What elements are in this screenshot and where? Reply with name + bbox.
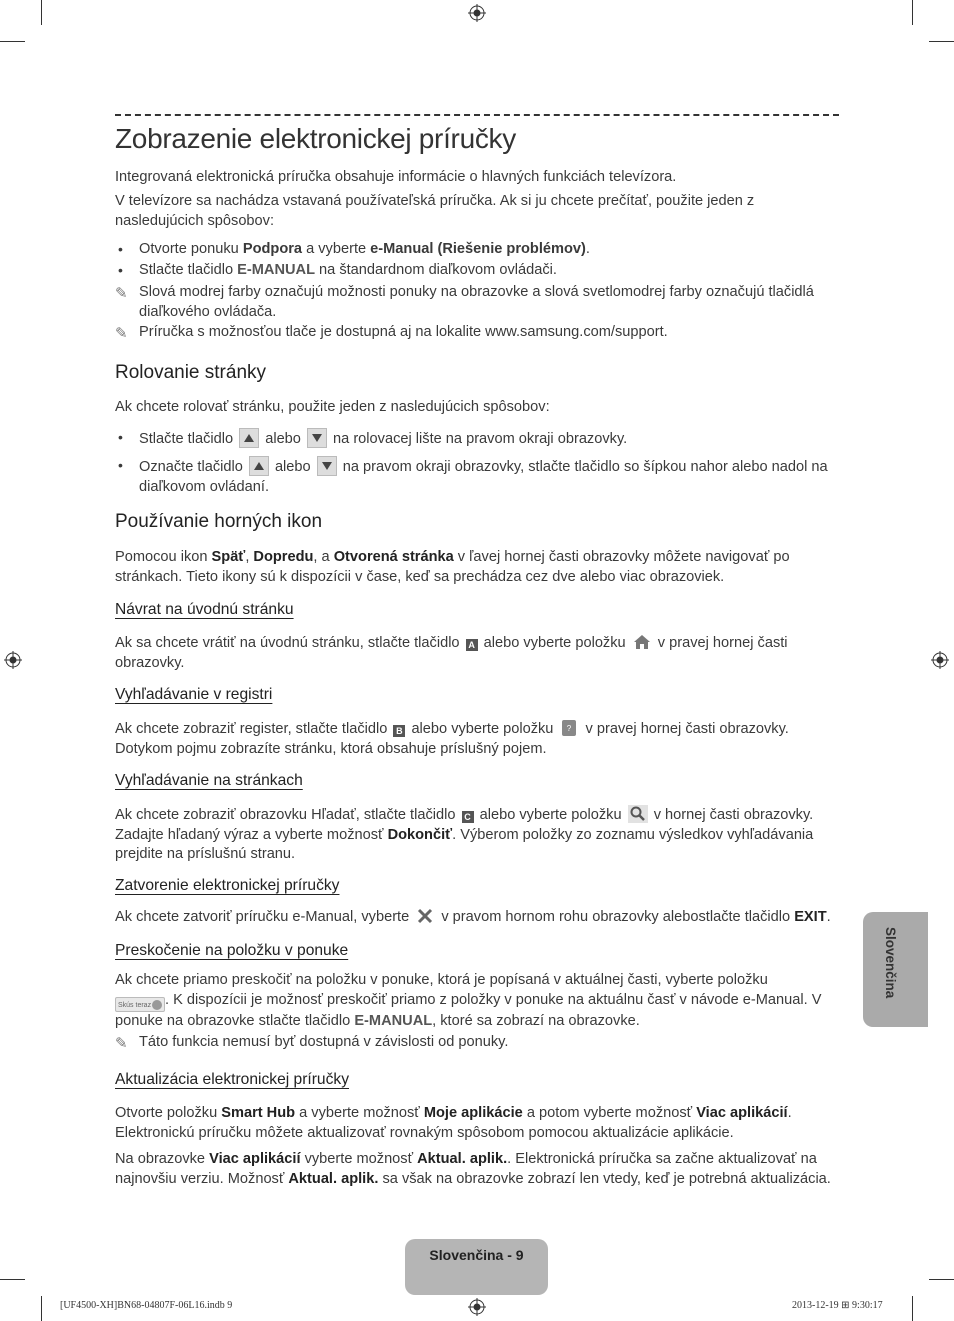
registration-mark-icon [931,651,949,669]
home-heading: Návrat na úvodnú stránku [115,601,294,618]
home-icon [632,633,652,651]
key-b: B [393,725,405,737]
footer-file: [UF4500-XH]BN68-04807F-06L16.indb 9 [60,1300,233,1311]
crop-mark [0,1279,25,1280]
key-a: A [466,639,478,651]
index-paragraph: Ak chcete zobraziť register, stlačte tlačidlo B alebo vyberte položku ? v pravej hornej časti obrazovky. Dotykom pojmu zobrazíte stránku, ktorá obsahuje príslušný pojem. [115,721,789,757]
page-number: Slovenčina - 9 [429,1247,524,1263]
crop-mark [912,0,913,25]
scroll-bullet-1: Stlačte tlačidlo alebo na rolovacej lište na pravom okraji obrazovky. [139,428,839,450]
registration-mark-icon [4,651,22,669]
language-side-tab: Slovenčina [863,912,928,1027]
bullet: • [118,457,123,473]
up-arrow-icon [239,428,259,448]
update-paragraph-1: Otvorte položku Smart Hub a vyberte možnosť Moje aplikácie a potom vyberte možnosť Viac aplikácií. Elektronickú príručku môžete aktualizovať rovnakým spôsobom pomocou aktualizácie aplikácie. [115,1105,792,1141]
crop-mark [0,41,25,42]
down-arrow-icon [307,428,327,448]
scroll-bullet-2: Označte tlačidlo alebo na pravom okraji obrazovky, stlačte tlačidlo so šípkou nahor alebo nadol na diaľkovom ovládaní. [139,456,839,497]
home-paragraph: Ak sa chcete vrátiť na úvodnú stránku, stlačte tlačidlo A alebo vyberte položku v pravej hornej časti obrazovky. [115,635,788,671]
close-icon [415,907,435,925]
footer-timestamp: 2013-12-19 ⊞ 9:30:17 [792,1300,883,1311]
icons-heading: Používanie horných ikon [115,511,323,532]
pencil-note-icon: ✎ [115,1035,128,1052]
scroll-paragraph: Ak chcete rolovať stránku, použite jeden z nasledujúcich spôsobov: [115,399,550,415]
jump-paragraph: Ak chcete priamo preskočiť na položku v ponuke, ktorá je popísaná v aktuálnej časti, vyberte položku Skús teraz . K dispozícii je možnosť preskočiť priamo z položky v ponuke na aktuálnu časť v návode e-Manual. V ponuke na obrazovke stlačte tlačidlo E-MANUAL, ktoré sa zobrazí na obrazovke. [115,972,822,1029]
bullet: • [118,262,123,278]
key-c: C [462,811,474,823]
index-icon [559,719,579,737]
try-now-button: Skús teraz [115,997,165,1012]
crop-mark [41,0,42,25]
crop-mark [929,1279,954,1280]
bullet: • [118,429,123,445]
intro-note-2: Príručka s možnosťou tlače je dostupná aj na lokalite www.samsung.com/support. [139,324,668,340]
search-paragraph: Ak chcete zobraziť obrazovku Hľadať, stlačte tlačidlo C alebo vyberte položku v hornej časti obrazovky. Zadajte hľadaný výraz a vyberte možnosť Dokončiť. Výberom položky zo zoznamu výsledkov vyhľadávania prejdite na príslušnú stranu. [115,807,814,862]
intro-paragraph: Integrovaná elektronická príručka obsahuje informácie o hlavných funkciách televízora. [115,169,677,185]
jump-heading: Preskočenie na položku v ponuke [115,942,349,959]
scroll-heading: Rolovanie stránky [115,362,267,383]
close-paragraph: Ak chcete zatvoriť príručku e-Manual, vyberte v pravom hornom rohu obrazovky alebostlačte tlačidlo EXIT. [115,909,831,925]
close-heading: Zatvorenie elektronickej príručky [115,877,340,894]
registration-mark-icon [468,4,486,22]
page-number-box [405,1239,548,1295]
crop-mark [912,1296,913,1321]
update-heading: Aktualizácia elektronickej príručky [115,1071,349,1088]
down-arrow-icon [317,456,337,476]
index-heading: Vyhľadávanie v registri [115,686,273,703]
crop-mark [41,1296,42,1321]
pencil-note-icon: ✎ [115,325,128,342]
jump-note: Táto funkcia nemusí byť dostupná v závislosti od ponuky. [139,1034,509,1050]
up-arrow-icon [249,456,269,476]
svg-text:?: ? [567,724,572,733]
crop-mark [929,41,954,42]
search-heading: Vyhľadávanie na stránkach [115,772,303,789]
pencil-note-icon: ✎ [115,285,128,302]
intro-bullet-2: Stlačte tlačidlo E-MANUAL na štandardnom diaľkovom ovládači. [139,262,557,278]
bullet: • [118,241,123,257]
registration-mark-icon [468,1298,486,1316]
page-title: Zobrazenie elektronickej príručky [115,123,516,154]
intro-bullet-1: Otvorte ponuku Podpora a vyberte e-Manual (Riešenie problémov). [139,241,590,257]
intro-paragraph: V televízore sa nachádza vstavaná používateľská príručka. Ak si ju chcete prečítať, použite jeden z nasledujúcich spôsobov: [115,193,755,229]
search-icon [628,805,648,823]
title-rule [115,114,839,116]
icons-paragraph: Pomocou ikon Späť, Dopredu, a Otvorená stránka v ľavej hornej časti obrazovky môžete navigovať po stránkach. Tieto ikony sú k dispozícii v čase, keď sa prechádza cez dve alebo viac obrazoviek. [115,549,790,585]
update-paragraph-2: Na obrazovke Viac aplikácií vyberte možnosť Aktual. aplik.. Elektronická príručka sa začne aktualizovať na najnovšiu verziu. Možnosť Aktual. aplik. sa však na obrazovke zobrazí len vtedy, keď je potrebná aktualizácia. [115,1151,831,1187]
intro-note-1: Slová modrej farby označujú možnosti ponuky na obrazovke a slová svetlomodrej farby označujú tlačidlá diaľkového ovládača. [139,284,814,320]
